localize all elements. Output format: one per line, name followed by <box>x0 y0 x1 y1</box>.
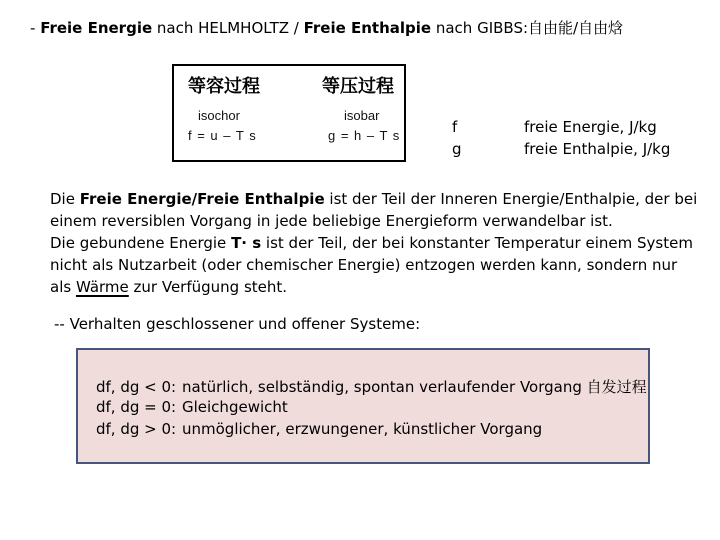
isochor-formula: f = u – T s <box>188 128 257 143</box>
criterion-text: natürlich, selbständig, spontan verlaufender Vorgang <box>182 378 582 396</box>
paragraph-free-energy <box>50 188 700 232</box>
isobaric-heading: 等压过程 <box>322 76 394 97</box>
isochoric-heading: 等容过程 <box>188 76 260 97</box>
symbol-f: f <box>452 118 458 136</box>
criterion-condition: df, dg < 0: <box>96 378 177 396</box>
title-gibbs: nach GIBBS: <box>431 19 529 37</box>
paragraph-text: Die <box>50 190 80 208</box>
title-helmholtz: nach HELMHOLTZ / <box>152 19 304 37</box>
page-title <box>30 17 623 38</box>
paragraph-text: zur Verfügung steht. <box>128 278 288 296</box>
formula-box <box>172 64 406 162</box>
systems-label: -- Verhalten geschlossener und offener Systeme: <box>54 315 421 333</box>
criterion-row <box>96 398 288 416</box>
paragraph-bold-term: Freie Energie/Freie Enthalpie <box>79 190 325 208</box>
criteria-box <box>76 348 650 464</box>
criterion-chinese: 自发过程 <box>586 378 647 396</box>
title-prefix: - <box>30 19 41 37</box>
isochor-label: isochor <box>198 108 240 123</box>
definition-g: freie Enthalpie, J/kg <box>524 140 671 158</box>
criterion-text: unmöglicher, erzwungener, künstlicher Vorgang <box>182 420 543 438</box>
title-chinese: 自由能/自由焓 <box>528 19 624 37</box>
paragraph-text: ist der Teil, der bei konstanter Temperatur einem System nicht als Nutzarbeit (oder chemischer Energie) entzogen werden kann, sondern nur als <box>50 234 693 296</box>
definition-f: freie Energie, J/kg <box>524 118 657 136</box>
paragraph-bound-energy <box>50 232 700 298</box>
paragraph-text: ist der Teil der Inneren Energie/Enthalpie, der bei einem reversiblen Vorgang in jede beliebige Energieform verwandelbar ist. <box>50 190 698 230</box>
criterion-row <box>96 376 647 397</box>
title-free-energy: Freie Energie <box>40 19 153 37</box>
criterion-condition: df, dg > 0: <box>96 420 177 438</box>
isobar-label: isobar <box>344 108 380 123</box>
symbol-g: g <box>452 140 462 158</box>
paragraph-text: Die gebundene Energie <box>50 234 232 252</box>
criterion-condition: df, dg = 0: <box>96 398 177 416</box>
underlined-waerme: Wärme <box>75 278 129 296</box>
criterion-row <box>96 420 542 438</box>
criterion-text: Gleichgewicht <box>182 398 288 416</box>
title-free-enthalpy: Freie Enthalpie <box>303 19 432 37</box>
isobar-formula: g = h – T s <box>328 128 401 143</box>
paragraph-bold-ts: T· s <box>231 234 262 252</box>
explanation-paragraph <box>50 188 700 298</box>
